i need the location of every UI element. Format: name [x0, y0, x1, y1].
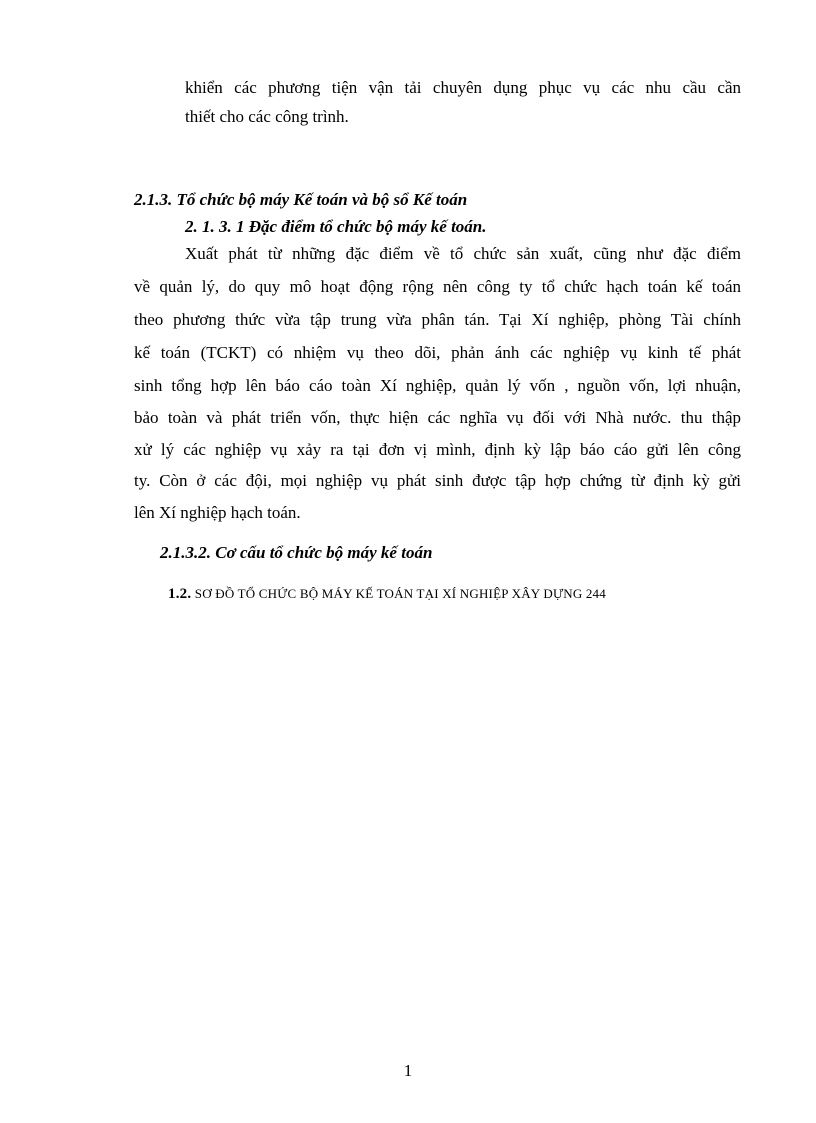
paragraph-line-6: bảo toàn và phát triển vốn, thực hiện các nghĩa vụ đối với Nhà nước. thu thập [134, 408, 741, 427]
intro-line-2: thiết cho các công trình. [185, 107, 349, 126]
diagram-heading-text: SƠ ĐỒ TỔ CHỨC BỘ MÁY KẾ TOÁN TẠI XÍ NGHIỆP XÂY DỰNG 244 [194, 586, 606, 601]
page-number: 1 [403, 1061, 413, 1080]
diagram-heading [168, 584, 606, 604]
intro-line-1: khiển các phương tiện vận tải chuyên dụng phục vụ các nhu cầu cần [185, 78, 741, 97]
paragraph-line-4: kế toán (TCKT) có nhiệm vụ theo dõi, phản ánh các nghiệp vụ kinh tế phát [134, 343, 741, 362]
section-2132-title: 2.1.3.2. Cơ cấu tổ chức bộ máy kế toán [160, 543, 433, 562]
section-2131-title: 2. 1. 3. 1 Đặc điểm tổ chức bộ máy kế toán. [185, 217, 487, 236]
section-213-title: 2.1.3. Tổ chức bộ máy Kế toán và bộ sổ Kế toán [134, 190, 468, 209]
diagram-heading-number: 1.2. [168, 586, 192, 602]
paragraph-line-8: ty. Còn ở các đội, mọi nghiệp vụ phát sinh được tập hợp chứng từ định kỳ gửi [134, 471, 741, 490]
paragraph-line-1: Xuất phát từ những đặc điểm về tổ chức sản xuất, cũng như đặc điểm [185, 244, 741, 263]
paragraph-line-7: xử lý các nghiệp vụ xảy ra tại đơn vị mình, định kỳ lập báo cáo gửi lên công [134, 440, 741, 459]
paragraph-line-2: về quản lý, do quy mô hoạt động rộng nên công ty tổ chức hạch toán kế toán [134, 277, 741, 296]
paragraph-line-5: sinh tổng hợp lên báo cáo toàn Xí nghiệp, quản lý vốn , nguồn vốn, lợi nhuận, [134, 376, 741, 395]
paragraph-line-3: theo phương thức vừa tập trung vừa phân tán. Tại Xí nghiệp, phòng Tài chính [134, 310, 741, 329]
paragraph-line-9: lên Xí nghiệp hạch toán. [134, 503, 301, 522]
